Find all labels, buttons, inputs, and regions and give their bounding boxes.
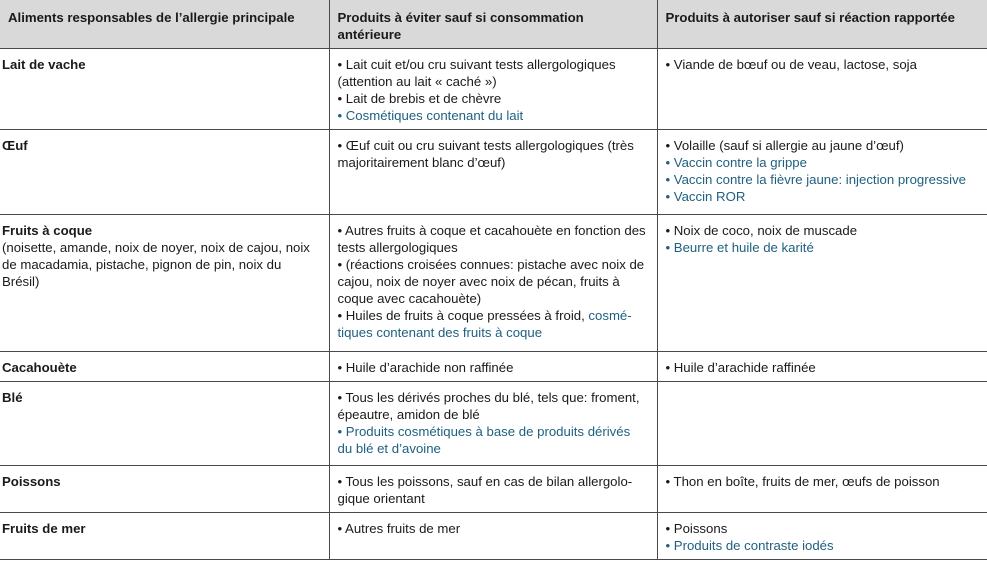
table-row xyxy=(0,466,987,513)
header-food: Aliments responsables de l’allergie principale xyxy=(0,0,329,49)
food-detail: (noisette, amande, noix de noyer, noix de cajou, noix de macadamia, pistache, pignon de pin, noix du Brésil) xyxy=(2,240,310,289)
list-item: • Produits de contraste iodés xyxy=(665,538,834,553)
header-allow: Produits à autoriser sauf si réaction rapportée xyxy=(657,0,987,49)
table-row xyxy=(0,382,987,466)
list-item: • Thon en boîte, fruits de mer, œufs de poisson xyxy=(665,474,940,489)
allow-cell xyxy=(657,130,987,215)
food-cell xyxy=(0,215,329,352)
food-cell xyxy=(0,382,329,466)
food-cell xyxy=(0,466,329,513)
food-name: Fruits de mer xyxy=(2,521,86,536)
header-avoid: Produits à éviter sauf si consommation antérieure xyxy=(329,0,657,49)
list-item: • Autres fruits à coque et cacahouète en fonction des tests allergologiques xyxy=(337,223,646,255)
food-name: Poissons xyxy=(2,474,61,489)
list-item: • Tous les poissons, sauf en cas de bilan allergolo-gique orientant xyxy=(337,474,633,506)
allow-cell xyxy=(657,466,987,513)
avoid-cell xyxy=(329,215,657,352)
list-item: • (réactions croisées connues: pistache avec noix de cajou, noix de noyer avec noix de pécan, fruits à coque avec cacahouète) xyxy=(337,257,645,306)
list-item: • Vaccin contre la grippe xyxy=(665,155,807,170)
list-item-text: • Huiles de fruits à coque pressées à froid, xyxy=(337,308,589,323)
food-name: Lait de vache xyxy=(2,57,86,72)
list-item: • Produits cosmétiques à base de produits dérivés du blé et d’avoine xyxy=(337,424,631,456)
allow-cell xyxy=(657,382,987,466)
food-name: Fruits à coque xyxy=(2,223,93,238)
avoid-cell xyxy=(329,513,657,560)
allow-cell xyxy=(657,49,987,130)
list-item: • Vaccin ROR xyxy=(665,189,746,204)
allow-cell xyxy=(657,352,987,382)
list-item: • Volaille (sauf si allergie au jaune d’œuf) xyxy=(665,138,904,153)
food-name: Cacahouète xyxy=(2,360,77,375)
avoid-cell xyxy=(329,352,657,382)
list-item: • Noix de coco, noix de muscade xyxy=(665,223,858,238)
list-item: • Autres fruits de mer xyxy=(337,521,461,536)
list-item: • Tous les dérivés proches du blé, tels que: froment, épeautre, amidon de blé xyxy=(337,390,640,422)
table-row xyxy=(0,513,987,560)
avoid-cell xyxy=(329,49,657,130)
list-item: • Viande de bœuf ou de veau, lactose, soja xyxy=(665,57,917,72)
list-item: • Vaccin contre la fièvre jaune: injection progressive xyxy=(665,172,967,187)
list-item: • Poissons xyxy=(665,521,728,536)
allow-cell xyxy=(657,513,987,560)
avoid-cell xyxy=(329,382,657,466)
food-cell xyxy=(0,513,329,560)
list-item: • Lait de brebis et de chèvre xyxy=(337,91,502,106)
food-cell xyxy=(0,49,329,130)
table-row xyxy=(0,352,987,382)
table-row xyxy=(0,215,987,352)
food-name: Blé xyxy=(2,390,23,405)
list-item-highlight: cosmé-tiques contenant des fruits à coque xyxy=(337,308,632,340)
avoid-cell xyxy=(329,466,657,513)
food-cell xyxy=(0,352,329,382)
list-item: • Œuf cuit ou cru suivant tests allergologiques (très majoritairement blanc d’œuf) xyxy=(337,138,634,170)
food-name: Œuf xyxy=(2,138,28,153)
list-item: • Lait cuit et/ou cru suivant tests allergologiques (attention au lait « caché ») xyxy=(337,57,616,89)
allow-cell xyxy=(657,215,987,352)
list-item: • Huile d’arachide raffinée xyxy=(665,360,816,375)
avoid-cell xyxy=(329,130,657,215)
list-item: • Huile d’arachide non raffinée xyxy=(337,360,514,375)
list-item: • Beurre et huile de karité xyxy=(665,240,814,255)
list-item xyxy=(338,307,649,341)
header-row xyxy=(0,0,987,49)
table-row xyxy=(0,49,987,130)
food-cell xyxy=(0,130,329,215)
table-row xyxy=(0,130,987,215)
list-item: • Cosmétiques contenant du lait xyxy=(337,108,524,123)
